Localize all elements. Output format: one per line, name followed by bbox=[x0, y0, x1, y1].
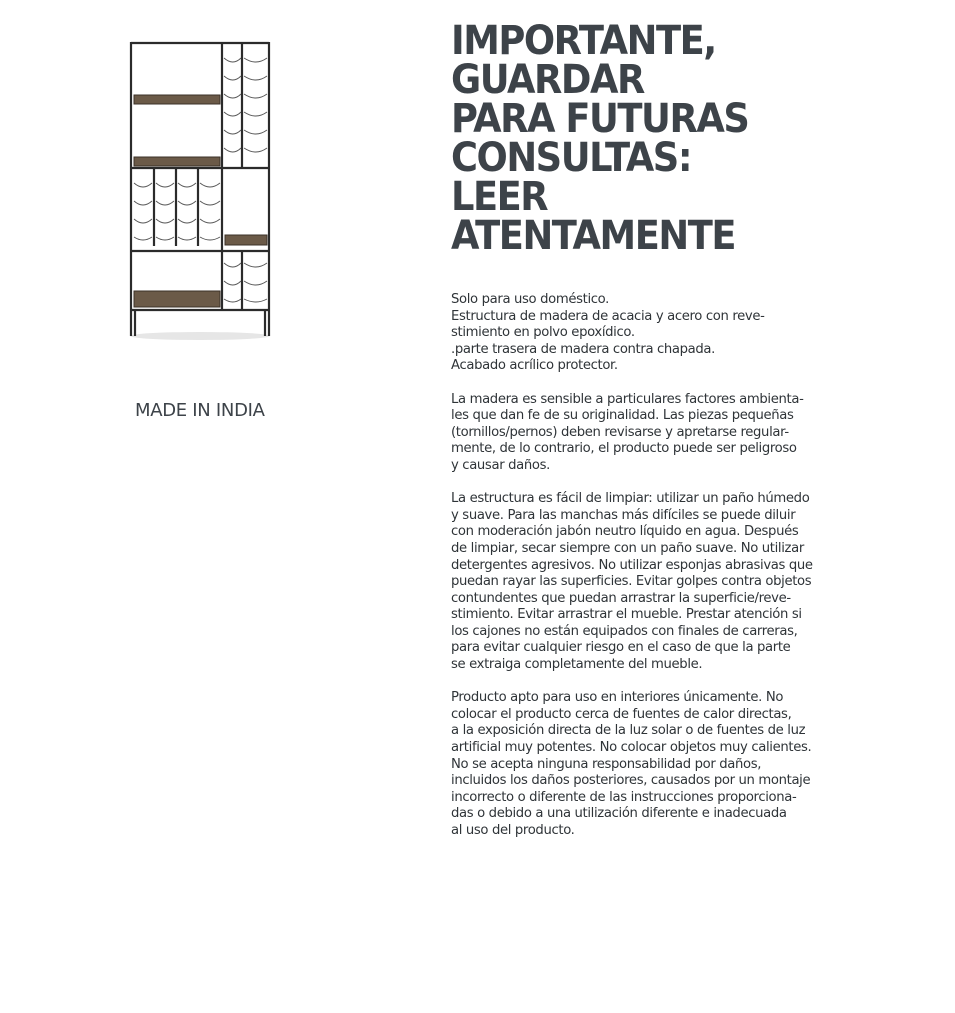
text-line: (tornillos/pernos) deben revisarse y apretarse regular- bbox=[451, 424, 789, 440]
text-line: los cajones no están equipados con finales de carreras, bbox=[451, 623, 798, 639]
text-line: stimiento en polvo epoxídico. bbox=[451, 325, 635, 341]
text-line: con moderación jabón neutro líquido en agua. Después bbox=[451, 524, 799, 540]
text-line: colocar el producto cerca de fuentes de calor directas, bbox=[451, 706, 792, 722]
text-line: para evitar cualquier riesgo en el caso de que la parte bbox=[451, 640, 791, 656]
text-line: mente, de lo contrario, el producto puede ser peligroso bbox=[451, 441, 797, 457]
text-line: Producto apto para uso en interiores únicamente. No bbox=[451, 690, 784, 706]
text-line: Acabado acrílico protector. bbox=[451, 358, 618, 374]
text-line: Solo para uso doméstico. bbox=[451, 292, 609, 307]
text-line: .parte trasera de madera contra chapada. bbox=[451, 341, 716, 357]
materials-paragraph bbox=[451, 292, 871, 375]
text-line: incorrecto o diferente de las instrucciones proporciona- bbox=[451, 789, 797, 805]
heading-line: CONSULTAS: bbox=[451, 135, 692, 181]
text-line: se extraiga completamente del mueble. bbox=[451, 657, 703, 673]
text-line: les que dan fe de su originalidad. Las piezas pequeñas bbox=[451, 408, 794, 424]
text-line: incluidos los daños posteriores, causados por un montaje bbox=[451, 773, 811, 789]
heading-line: IMPORTANTE, bbox=[451, 18, 716, 64]
text-line: al uso del producto. bbox=[451, 823, 575, 838]
text-line: de limpiar, secar siempre con un paño suave. No utilizar bbox=[451, 540, 804, 556]
heading-line: GUARDAR bbox=[451, 57, 644, 103]
instructions-body bbox=[451, 292, 871, 856]
heading-line: LEER bbox=[451, 174, 548, 220]
text-line: No se acepta ninguna responsabilidad por daños, bbox=[451, 756, 762, 772]
text-line: contundentes que puedan arrastrar la superficie/reve- bbox=[451, 590, 791, 606]
text-line: stimiento. Evitar arrastrar el mueble. Prestar atención si bbox=[451, 607, 802, 623]
warning-heading bbox=[451, 18, 749, 259]
text-line: y causar daños. bbox=[451, 457, 550, 473]
cleaning-paragraph bbox=[451, 491, 871, 674]
heading-line: ATENTAMENTE bbox=[451, 213, 736, 259]
text-line: puedan rayar las superficies. Evitar golpes contra objetos bbox=[451, 574, 812, 590]
text-line: artificial muy potentes. No colocar objetos muy calientes. bbox=[451, 740, 812, 756]
text-line: La estructura es fácil de limpiar: utilizar un paño húmedo bbox=[451, 491, 810, 507]
text-line: Estructura de madera de acacia y acero con reve- bbox=[451, 308, 765, 324]
product-illustration bbox=[126, 38, 274, 342]
text-line: La madera es sensible a particulares factores ambienta- bbox=[451, 391, 804, 407]
text-line: y suave. Para las manchas más difíciles se puede diluir bbox=[451, 507, 796, 523]
text-line: detergentes agresivos. No utilizar esponjas abrasivas que bbox=[451, 557, 813, 573]
heading-line: PARA FUTURAS bbox=[451, 96, 749, 142]
made-in-label: MADE IN INDIA bbox=[135, 400, 265, 421]
text-line: das o debido a una utilización diferente e inadecuada bbox=[451, 806, 787, 822]
text-line: a la exposición directa de la luz solar o de fuentes de luz bbox=[451, 723, 806, 739]
indoor-use-paragraph bbox=[451, 690, 871, 839]
wood-care-paragraph bbox=[451, 392, 871, 475]
